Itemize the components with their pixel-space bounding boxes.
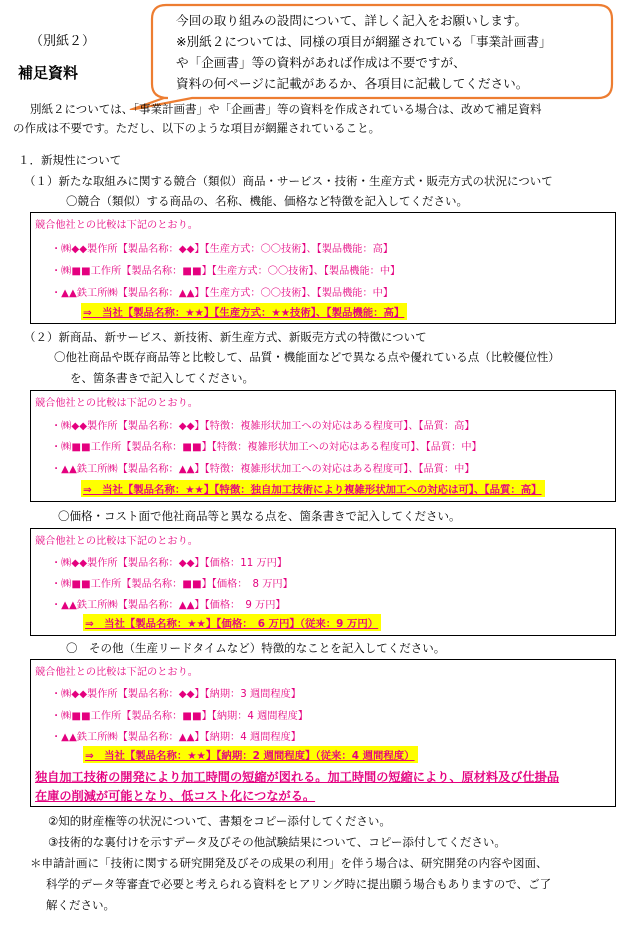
box-header: 競合他社との比較は下記のとおり。 (35, 667, 198, 678)
competitor-row: ・㈱◆◆製作所【製品名称：◆◆】【納期：3 週間程度】 (51, 689, 301, 700)
callout-line-3: や「企画書」等の資料があれば作成は不要ですが、 (176, 55, 466, 70)
competitor-row: ・㈱◆◆製作所【製品名称：◆◆】【特徴：複雑形状加工への対応はある程度可】、【品質：高】 (51, 421, 475, 432)
footnote-line-2: 科学的データ等審査で必要と考えられる資料をヒアリング時に提出願う場合もありますので、ご了 (46, 877, 552, 891)
competitor-row: ・㈱◆◆製作所【製品名称：◆◆】【価格：11 万円】 (51, 558, 288, 569)
footnote-line-3: 解ください。 (46, 898, 115, 912)
price-instruction: 〇価格・コスト面で他社商品等と異なる点を、箇条書きで記入してください。 (58, 509, 461, 523)
competitor-row: ・▲▲鉄工所㈱【製品名称：▲▲】【価格： 9 万円】 (51, 600, 286, 611)
box-header: 競合他社との比較は下記のとおり。 (35, 220, 198, 231)
comparison-box-2 (30, 390, 616, 502)
competitor-row: ・▲▲鉄工所㈱【製品名称：▲▲】【納期：4 週間程度】 (51, 732, 301, 743)
box-header: 競合他社との比較は下記のとおり。 (35, 536, 198, 547)
advantage-note-line-2: 在庫の削減が可能となり、低コスト化につながる。 (35, 789, 316, 803)
attachment-label: （別紙２） (30, 34, 96, 49)
intro-line-2: の作成は不要です。ただし、以下のような項目が網羅されていること。 (13, 121, 381, 135)
comparison-box-other (30, 659, 616, 807)
callout-line-4: 資料の何ページに記載があるか、各項目に記載してください。 (176, 76, 529, 91)
item2-instruction-line-2: を、箇条書きで記入してください。 (70, 371, 254, 385)
own-company-highlight: ⇒ 当社【製品名称：★★】【生産方式：★★技術】、【製品機能：高】 (81, 303, 407, 320)
competitor-row: ・㈱■■工作所【製品名称：■■】【特徴：複雑形状加工への対応はある程度可】、【品質：中】 (51, 442, 482, 453)
callout-line-2: ※別紙２については、同様の項目が網羅されている「事業計画書」 (176, 34, 552, 49)
own-company-highlight: ⇒ 当社【製品名称：★★】【納期：2 週間程度】（従来：4 週間程度） (83, 746, 418, 763)
competitor-row: ・㈱■■工作所【製品名称：■■】【価格： 8 万円】 (51, 579, 293, 590)
competitor-row: ・㈱■■工作所【製品名称：■■】【生産方式：〇〇技術】、【製品機能：中】 (51, 266, 401, 277)
callout-line-1: 今回の取り組みの設問について、詳しく記入をお願いします。 (176, 13, 528, 28)
competitor-row: ・▲▲鉄工所㈱【製品名称：▲▲】【特徴：複雑形状加工への対応はある程度可】、【品質：中】 (51, 464, 475, 475)
item1-instruction: 〇競合（類似）する商品の、名称、機能、価格など特徴を記入してください。 (66, 194, 469, 208)
ip-item: ②知的財産権等の状況について、書類をコピー添付してください。 (48, 814, 391, 828)
section-heading: １．新規性について (18, 153, 122, 167)
advantage-note-line-1: 独自加工技術の開発により加工時間の短縮が図れる。加工時間の短縮により、原材料及び仕掛品 (35, 770, 560, 784)
item2-heading: （２）新商品、新サービス、新技術、新生産方式、新販売方式の特徴について (24, 330, 427, 344)
item1-heading: （１）新たな取組みに関する競合（類似）商品・サービス・技術・生産方式・販売方式の状況について (24, 174, 553, 188)
footnote-line-1: ＊申請計画に「技術に関する研究開発及びその成果の利用」を伴う場合は、研究開発の内容や図面、 (30, 856, 548, 870)
item2-instruction-line-1: 〇他社商品や既存商品等と比較して、品質・機能面などで異なる点や優れている点（比較優位性） (54, 350, 560, 364)
own-company-highlight: ⇒ 当社【製品名称：★★】【特徴：独自加工技術により複雑形状加工への対応は可】、【品質：高】 (81, 480, 545, 497)
page-title: 補足資料 (18, 64, 79, 82)
comparison-box-1 (30, 212, 616, 324)
competitor-row: ・▲▲鉄工所㈱【製品名称：▲▲】【生産方式：〇〇技術】、【製品機能：中】 (51, 288, 394, 299)
box-header: 競合他社との比較は下記のとおり。 (35, 398, 198, 409)
own-company-highlight: ⇒ 当社【製品名称：★★】【価格： 6 万円】（従来：9 万円） (83, 614, 381, 631)
comparison-box-price (30, 528, 616, 636)
tech-data-item: ③技術的な裏付けを示すデータ及びその他試験結果について、コピー添付してください。 (48, 835, 506, 849)
competitor-row: ・㈱◆◆製作所【製品名称：◆◆】【生産方式：〇〇技術】、【製品機能：高】 (51, 244, 394, 255)
other-instruction: 〇 その他（生産リードタイムなど）特徴的なことを記入してください。 (66, 641, 446, 655)
intro-line-1: 別紙２については、「事業計画書」や「企画書」等の資料を作成されている場合は、改めて補足資料 (30, 102, 542, 116)
competitor-row: ・㈱■■工作所【製品名称：■■】【納期：4 週間程度】 (51, 711, 309, 722)
